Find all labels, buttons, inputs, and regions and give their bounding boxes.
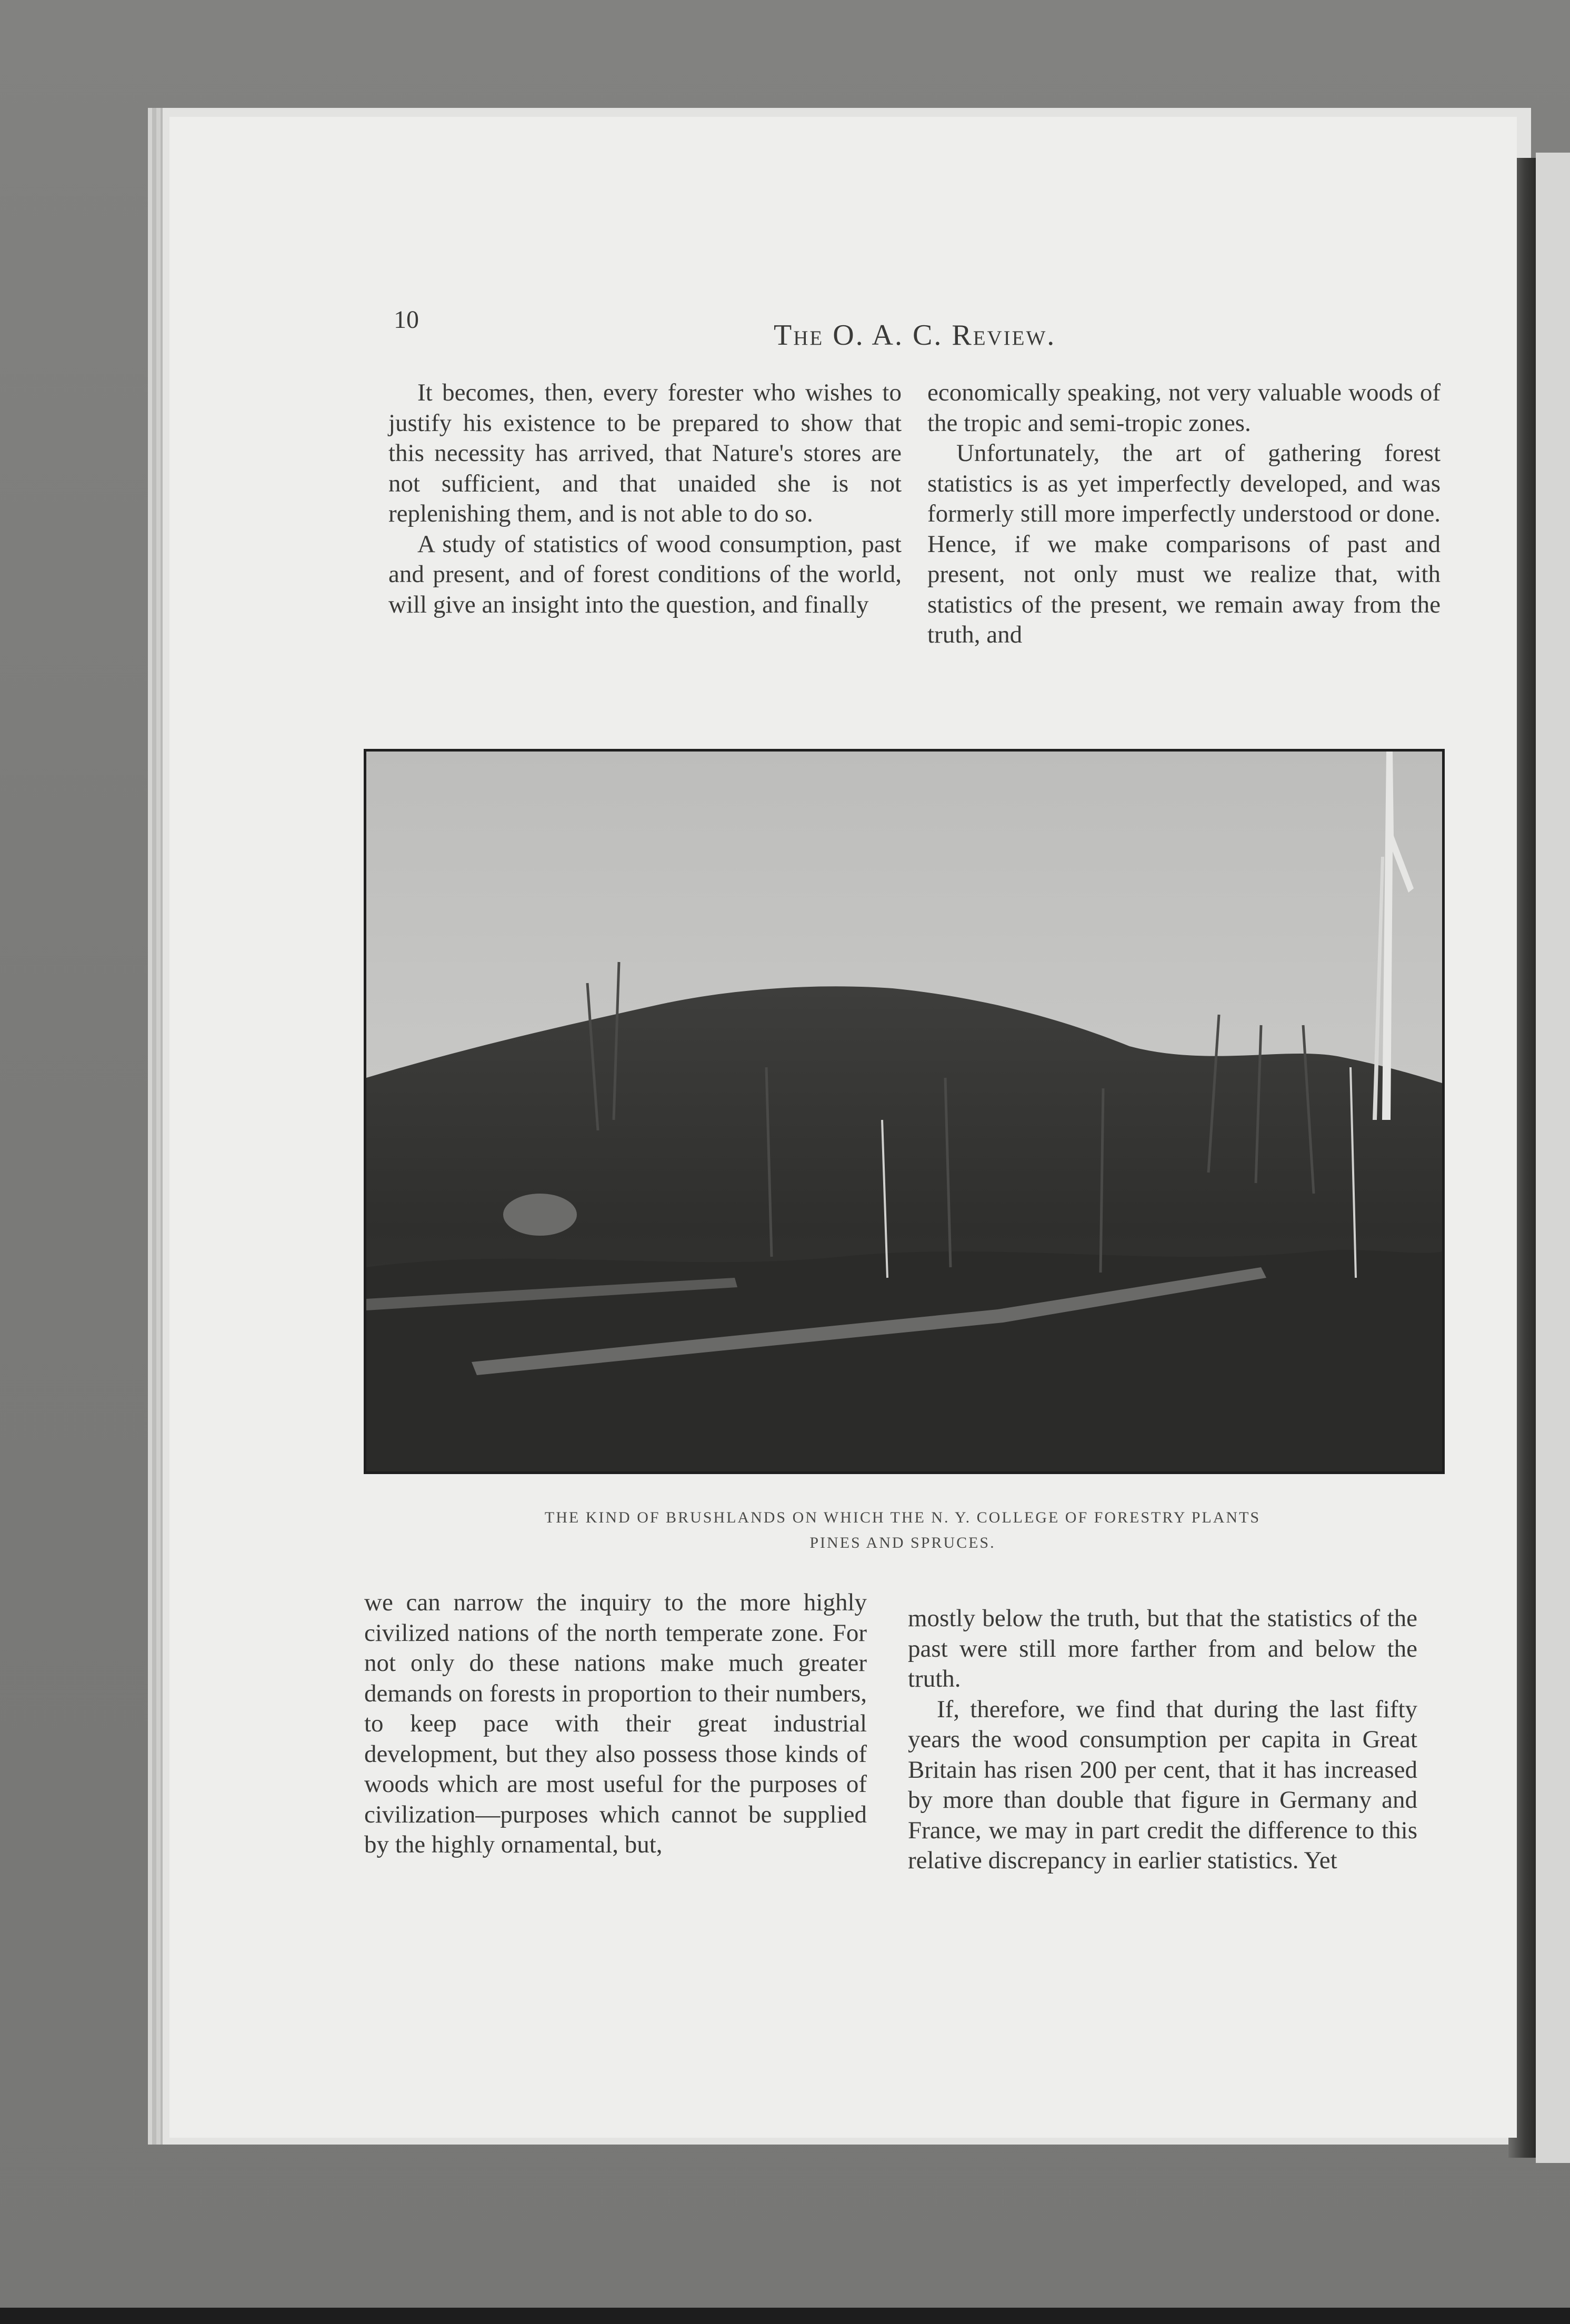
paragraph: If, therefore, we find that during the last fifty years the wood consumption per capita in Great Britain has risen 200 per cent, that it has increased by more than double that figure in Germany and France, we may in part credit the difference to this relative discrepancy in earlier statistics. Yet (908, 1695, 1417, 1874)
upper-right-column (927, 378, 1441, 650)
figure-caption (368, 1505, 1437, 1556)
brushland-photograph (364, 749, 1445, 1474)
facing-page-edge (1536, 153, 1570, 2163)
paragraph: economically speaking, not very valuable woods of the tropic and semi-tropic zones. (927, 379, 1441, 437)
caption-line: PINES AND SPRUCES. (809, 1534, 996, 1551)
lower-right-column (908, 1604, 1417, 1876)
paragraph: It becomes, then, every forester who wishes to justify his existence to be prepared to show that this necessity has arrived, that Nature's stores are not sufficient, and that unaided she is not replenishing them, and is not able to do so. (388, 379, 902, 527)
paragraph: mostly below the truth, but that the statistics of the past were still more farther from and below the truth. (908, 1605, 1417, 1692)
caption-line: THE KIND OF BRUSHLANDS ON WHICH THE N. Y. COLLEGE OF FORESTRY PLANTS (544, 1509, 1261, 1526)
lower-left-column (364, 1588, 867, 1860)
page-number: 10 (394, 306, 419, 334)
paragraph: we can narrow the inquiry to the more highly civilized nations of the north temperate zone. For not only do these nations make much greater demands on forests in proportion to their numbers, to keep pace with their great industrial development, but they also possess those kinds of woods which are most useful for the purposes of civilization—purposes which cannot be supplied by the highly ornamental, but, (364, 1589, 867, 1858)
upper-left-column (388, 378, 902, 620)
paragraph: Unfortunately, the art of gathering forest statistics is as yet imperfectly developed, and was formerly still more imperfectly understood or done. Hence, if we make comparisons of past and present, not only must we realize that, with statistics of the present, we remain away from the truth, and (927, 439, 1441, 648)
scan-bottom-edge (0, 2308, 1570, 2324)
running-title: The O. A. C. Review. (774, 319, 1056, 352)
paragraph: A study of statistics of wood consumption, past and present, and of forest conditions of the world, will give an insight into the question, and finally (388, 530, 902, 618)
